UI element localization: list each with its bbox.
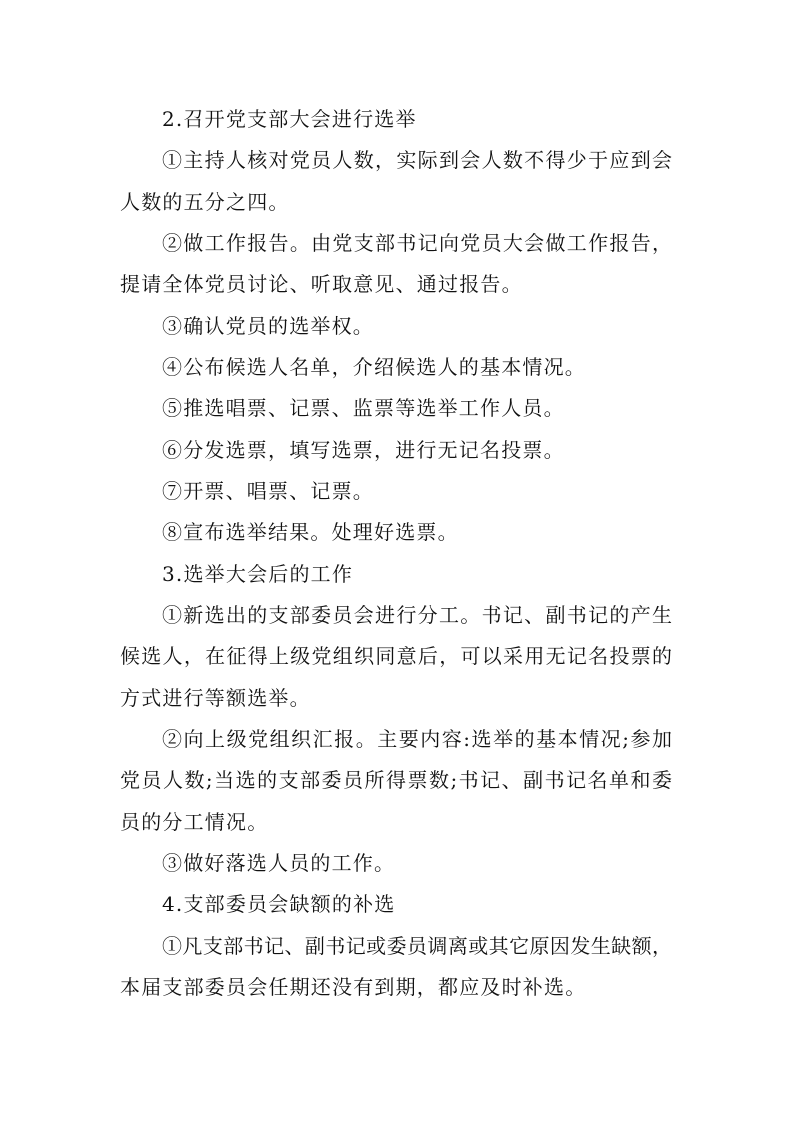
paragraph xyxy=(120,306,672,347)
paragraph-line: ②做工作报告。由党支部书记向党员大会做工作报告， xyxy=(162,230,672,255)
paragraph xyxy=(120,140,672,223)
paragraph xyxy=(120,223,672,306)
paragraph-line: 人数的五分之四。 xyxy=(120,189,290,214)
heading-line: 3.选举大会后的工作 xyxy=(162,561,354,586)
section-heading xyxy=(120,99,672,140)
paragraph-line: ⑥分发选票，填写选票，进行无记名投票。 xyxy=(162,437,565,462)
paragraph-line: ②向上级党组织汇报。主要内容:选举的基本情况;参加 xyxy=(162,726,672,751)
heading-line: 2.召开党支部大会进行选举 xyxy=(162,107,417,131)
paragraph-line: ⑤推选唱票、记票、监票等选举工作人员。 xyxy=(162,396,565,421)
paragraph-line: 方式进行等额选举。 xyxy=(120,685,311,710)
heading-line: 4.支部委员会缺额的补选 xyxy=(162,892,396,917)
paragraph xyxy=(120,719,672,843)
paragraph-line: 党员人数;当选的支部委员所得票数;书记、副书记名单和委 xyxy=(120,768,672,793)
paragraph-line: ④公布候选人名单，介绍候选人的基本情况。 xyxy=(162,354,586,379)
paragraph-line: 提请全体党员讨论、听取意见、通过报告。 xyxy=(120,272,523,297)
paragraph xyxy=(120,512,672,553)
paragraph-line: ⑧宣布选举结果。处理好选票。 xyxy=(162,520,459,545)
paragraph xyxy=(120,471,672,512)
paragraph-line: ③做好落选人员的工作。 xyxy=(162,850,396,875)
paragraph-line: 候选人，在征得上级党组织同意后，可以采用无记名投票的 xyxy=(120,644,672,669)
document-body xyxy=(120,99,672,1008)
section-heading xyxy=(120,554,672,595)
paragraph-line: ①主持人核对党员人数，实际到会人数不得少于应到会 xyxy=(162,148,672,173)
paragraph-line: ①新选出的支部委员会进行分工。书记、副书记的产生 xyxy=(162,602,672,627)
paragraph xyxy=(120,388,672,429)
paragraph-line: ⑦开票、唱票、记票。 xyxy=(162,478,374,503)
paragraph xyxy=(120,926,672,1009)
paragraph-line: ③确认党员的选举权。 xyxy=(162,313,374,338)
paragraph xyxy=(120,843,672,884)
section-heading xyxy=(120,884,672,925)
paragraph xyxy=(120,347,672,388)
paragraph xyxy=(120,430,672,471)
paragraph-line: 员的分工情况。 xyxy=(120,809,269,834)
paragraph-line: 本届支部委员会任期还没有到期，都应及时补选。 xyxy=(120,974,587,999)
paragraph-line: ①凡支部书记、副书记或委员调离或其它原因发生缺额， xyxy=(162,933,672,958)
paragraph xyxy=(120,595,672,719)
